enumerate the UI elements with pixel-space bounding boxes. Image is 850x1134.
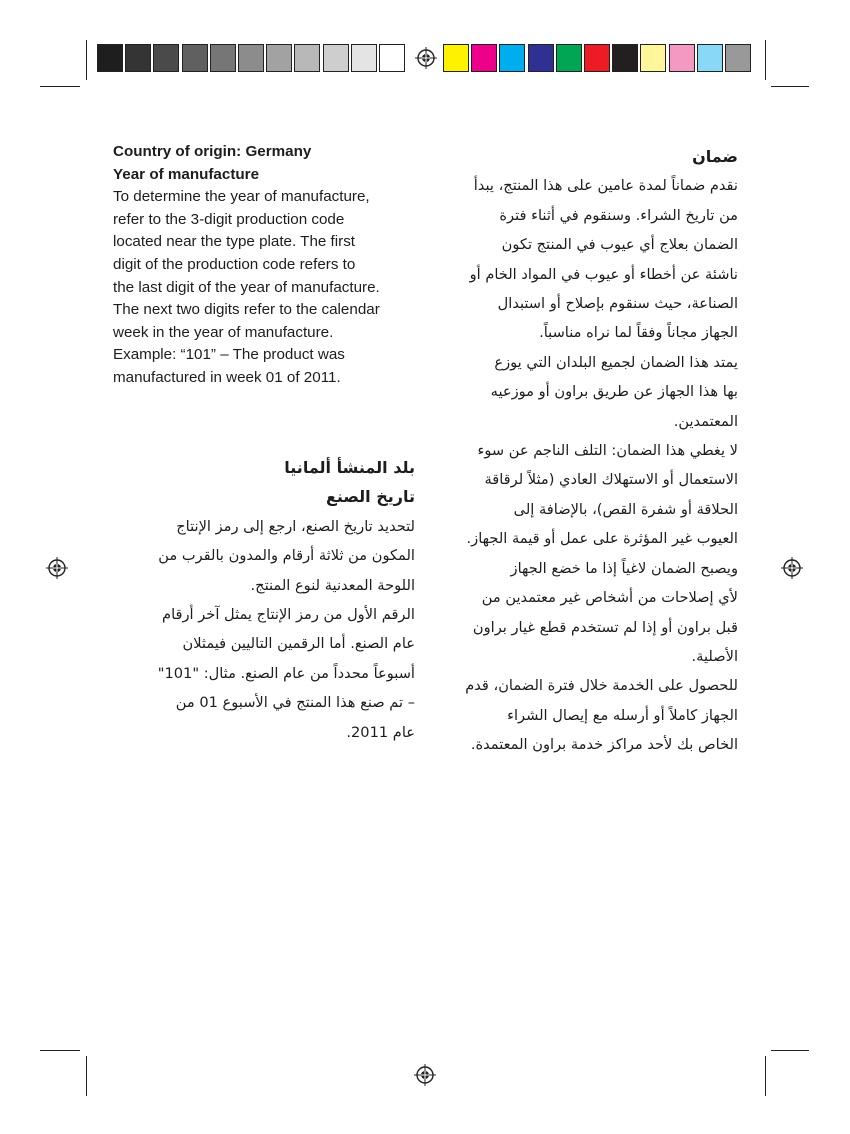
paragraph-line: located near the type plate. The first	[113, 233, 356, 251]
registration-mark-icon	[781, 557, 803, 579]
color-swatch	[640, 44, 666, 72]
paragraph-line: الخاص بك لأحد مراكز خدمة براون المعتمدة.	[470, 736, 738, 754]
paragraph-line: Example: “101” – The product was	[113, 346, 345, 364]
warranty-heading: ضمان	[692, 147, 738, 166]
color-swatch	[499, 44, 525, 72]
crop-mark	[771, 86, 809, 87]
paragraph-line: عام 2011.	[346, 723, 415, 741]
gray-swatch	[153, 44, 179, 72]
gray-swatch	[323, 44, 349, 72]
paragraph-line: week in the year of manufacture.	[113, 323, 334, 341]
paragraph-line: بها هذا الجهاز عن طريق براون أو موزعيه	[490, 383, 738, 401]
paragraph-line: الرقم الأول من رمز الإنتاج يمثل آخر أرقام	[162, 606, 415, 624]
paragraph-line: ناشئة عن أخطاء أو عيوب في المواد الخام أو	[469, 265, 738, 283]
paragraph-line: To determine the year of manufacture,	[113, 188, 370, 206]
paragraph-line: اللوحة المعدنية لنوع المنتج.	[250, 576, 415, 594]
paragraph-line: لأي إصلاحات من أشخاص غير معتمدين من	[481, 589, 738, 607]
paragraph-line: الجهاز مجاناً وفقاً لما نراه مناسباً.	[539, 324, 738, 342]
registration-mark-icon	[414, 1064, 436, 1086]
crop-mark	[40, 86, 80, 87]
crop-mark	[765, 40, 766, 80]
crop-mark	[86, 1056, 87, 1096]
crop-mark	[86, 40, 87, 80]
crop-mark	[771, 1050, 809, 1051]
paragraph-line: الصناعة، حيث سنقوم بإصلاح أو استبدال	[497, 295, 738, 313]
arabic-year-heading: تاريخ الصنع	[325, 487, 415, 507]
paragraph-line: من تاريخ الشراء. وسنقوم في أثناء فترة	[499, 206, 738, 224]
paragraph-line: قبل براون أو إذا لم تستخدم قطع غيار براون	[472, 618, 738, 636]
color-swatch	[669, 44, 695, 72]
color-swatch	[584, 44, 610, 72]
color-swatch	[443, 44, 469, 72]
arabic-country-heading: بلد المنشأ ألمانيا	[284, 458, 415, 477]
country-of-origin-heading: Country of origin: Germany	[113, 143, 312, 160]
paragraph-line: digit of the production code refers to	[113, 255, 356, 273]
gray-swatch	[238, 44, 264, 72]
crop-mark	[40, 1050, 80, 1051]
registration-mark-icon	[415, 47, 437, 69]
color-swatch	[471, 44, 497, 72]
arabic-origin-section	[105, 453, 415, 747]
crop-mark	[765, 1056, 766, 1096]
paragraph-line: الأصلية.	[691, 647, 738, 665]
paragraph-line: أسبوعاً محدداً من عام الصنع. مثال: "101"	[157, 664, 415, 682]
english-origin-section	[113, 141, 413, 390]
gray-swatch	[125, 44, 151, 72]
paragraph-line: لتحديد تاريخ الصنع، ارجع إلى رمز الإنتاج	[176, 517, 415, 535]
gray-swatch	[97, 44, 123, 72]
arabic-warranty-section	[430, 142, 738, 760]
paragraph-line: عام الصنع. أما الرقمين التاليين فيمثلان	[182, 635, 415, 653]
paragraph-line: – تم صنع هذا المنتج في الأسبوع 01 من	[175, 694, 415, 712]
paragraph-line: الضمان بعلاج أي عيوب في المنتج تكون	[501, 236, 738, 254]
color-swatch	[612, 44, 638, 72]
gray-swatch	[182, 44, 208, 72]
paragraph-line: the last digit of the year of manufacture.	[113, 278, 380, 296]
color-swatch	[528, 44, 554, 72]
color-swatch	[556, 44, 582, 72]
year-of-manufacture-heading: Year of manufacture	[113, 165, 260, 183]
paragraph-line: ويصبح الضمان لاغياً إذا ما خضع الجهاز	[510, 559, 738, 577]
color-swatch	[697, 44, 723, 72]
registration-mark-icon	[46, 557, 68, 579]
paragraph-line: refer to the 3-digit production code	[113, 210, 345, 228]
paragraph-line: العيوب غير المؤثرة على عمل أو قيمة الجهاز.	[466, 530, 738, 548]
paragraph-line: manufactured in week 01 of 2011.	[113, 368, 341, 386]
paragraph-line: يمتد هذا الضمان لجميع البلدان التي يوزع	[494, 353, 738, 371]
gray-swatch	[294, 44, 320, 72]
paragraph-line: The next two digits refer to the calendar	[113, 301, 380, 319]
gray-swatch	[266, 44, 292, 72]
paragraph-line: الجهاز كاملاً أو أرسله مع إيصال الشراء	[507, 706, 738, 724]
paragraph-line: المعتمدين.	[673, 412, 738, 430]
paragraph-line: نقدم ضماناً لمدة عامين على هذا المنتج، يبدأ	[473, 177, 738, 195]
paragraph-line: المكون من ثلاثة أرقام والمدون بالقرب من	[158, 547, 415, 565]
gray-swatch	[379, 44, 405, 72]
paragraph-line: الاستعمال أو الاستهلاك العادي (مثلاً لرقاقة	[484, 471, 738, 489]
gray-swatch	[351, 44, 377, 72]
color-swatch	[725, 44, 751, 72]
paragraph-line: للحصول على الخدمة خلال فترة الضمان، قدم	[465, 677, 738, 695]
gray-swatch	[210, 44, 236, 72]
paragraph-line: لا يغطي هذا الضمان: التلف الناجم عن سوء	[477, 442, 738, 460]
paragraph-line: الحلاقة أو شفرة القص)، بالإضافة إلى	[513, 500, 738, 518]
